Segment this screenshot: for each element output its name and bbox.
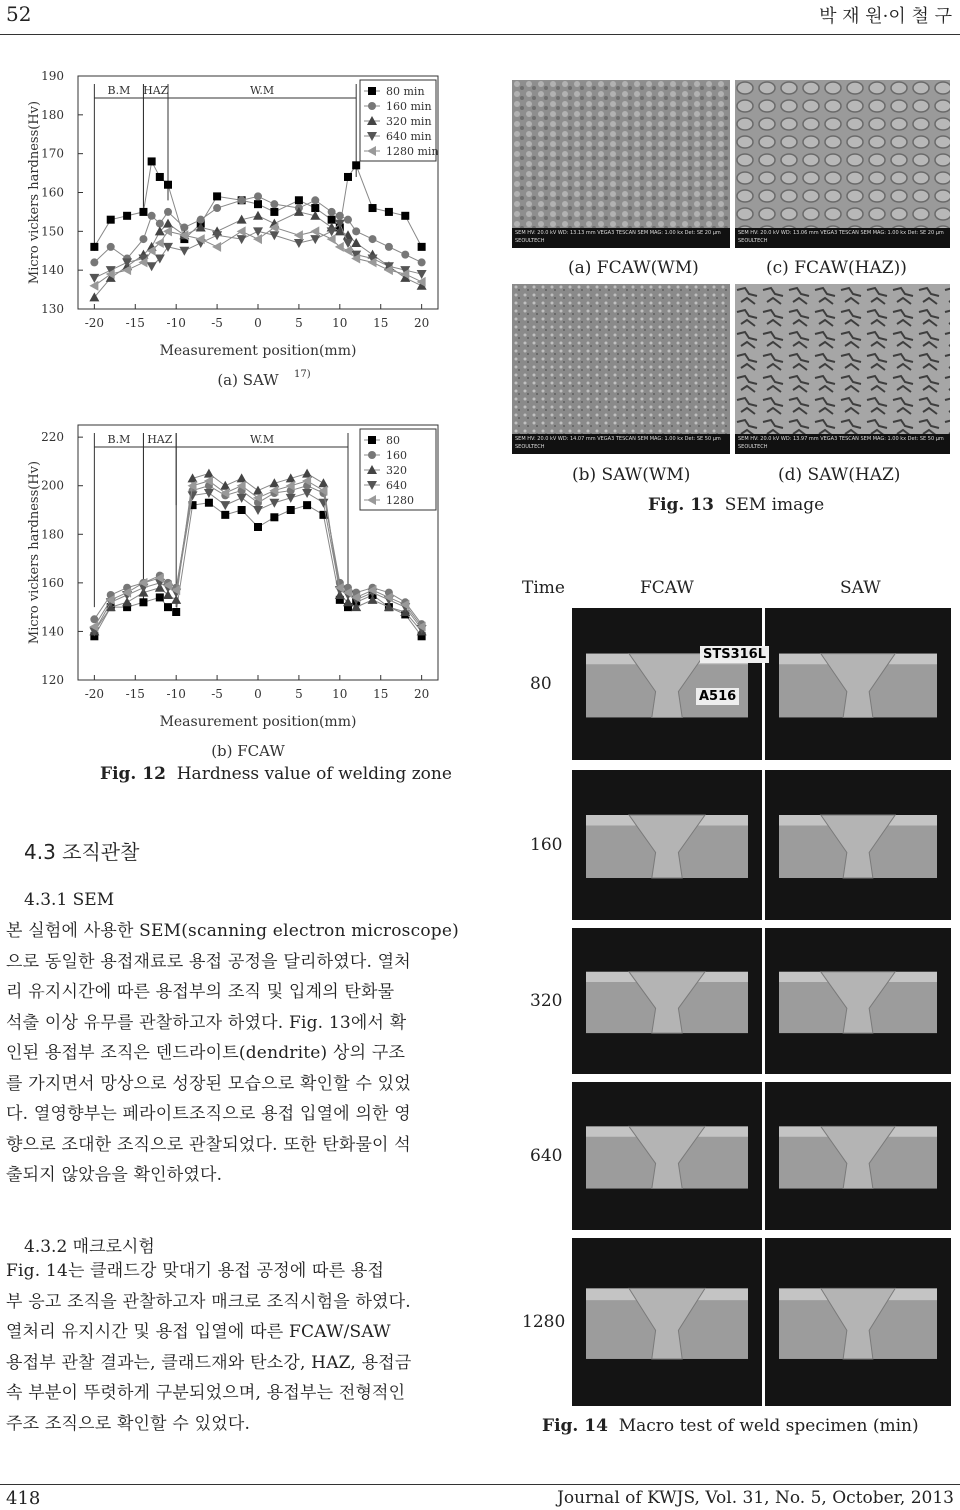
weld-cross-section [765,608,951,760]
data-point [220,501,230,510]
data-point [287,506,295,514]
data-point [270,200,278,208]
chart-fcaw-hardness [0,415,470,760]
data-point [302,489,312,498]
data-point [369,204,377,212]
text-line: 향으로 조대한 조직으로 관찰되었다. 또한 탄화물이 석 [6,1134,411,1155]
legend [360,80,439,161]
macro-row-label: 160 [530,835,563,855]
sem-info-bar: SEM HV: 20.0 kV WD: 14.07 mm VEGA3 TESCAN SEM MAG: 1.00 kx Det: SE 50 μm SEOULTECH [512,434,730,454]
region-label: HAZ [147,433,173,446]
data-point [90,243,98,251]
x-tick-label: 10 [332,316,348,330]
y-tick-label: 200 [41,478,64,493]
data-point [352,161,360,169]
y-tick-label: 160 [41,185,64,200]
data-point [344,216,352,224]
macro-row-label: 80 [530,674,552,694]
sem-texture [735,80,950,230]
text-line: 용접부 관찰 결과는, 클래드재와 탄소강, HAZ, 용접금 [6,1352,412,1373]
chart-saw-hardness [0,60,470,410]
data-point [164,208,172,216]
legend-label: 1280 [386,494,414,507]
data-point [164,603,172,611]
section-heading: 4.3 조직관찰 [24,840,140,864]
footer-page: 418 [6,1488,41,1509]
region-label: HAZ [143,84,169,97]
data-point [107,216,115,224]
series-3 [89,220,426,283]
sem-label-a: (a) FCAW(WM) [568,258,699,278]
data-point [253,211,263,220]
x-axis-label: Measurement position(mm) [159,343,357,359]
data-point [269,231,279,240]
data-point [418,258,426,266]
data-point [344,173,352,181]
y-axis-label: Micro vickers hardness(Hv) [27,100,42,285]
y-tick-label: 160 [41,575,64,590]
fig12-caption [100,764,452,784]
text-line: 주조 조직으로 확인할 수 있었다. [6,1413,251,1434]
macro-image-saw [765,1082,951,1230]
macro-image-fcaw [572,1238,762,1406]
legend-label: 80 min [386,85,425,98]
series-2 [89,207,426,301]
data-point [368,436,376,444]
weld-cross-section [572,1238,762,1406]
data-point [352,227,360,235]
data-point [238,506,246,514]
weld-cross-section [765,1238,951,1406]
x-tick-label: -10 [166,316,186,330]
text-line: 속 부분이 뚜렷하게 구분되었으며, 용접부는 전형적인 [6,1383,406,1403]
data-point [294,239,304,248]
text-line: 다. 열영향부는 페라이트조직으로 용접 입열에 의한 영 [6,1104,411,1124]
y-tick-label: 190 [41,69,64,83]
subplot-label: (a) SAW [217,371,279,389]
sem-label-d: (d) SAW(HAZ) [778,465,901,485]
data-point [254,523,262,531]
text-line: 부 응고 조직을 관찰하고자 매크로 조직시험을 하였다. [6,1291,411,1312]
y-tick-label: 150 [41,224,64,239]
data-point [172,608,180,616]
weld-cross-section [765,770,951,920]
legend-label: 80 [386,434,400,447]
fig14-caption [542,1416,919,1436]
data-point [368,102,376,110]
data-point [368,451,376,459]
series-0 [90,499,425,641]
x-tick-label: 15 [373,687,389,701]
sem-image-fcaw-haz [735,80,950,248]
macro-image-saw [765,1238,951,1406]
macro-image-fcaw [572,928,762,1074]
y-tick-label: 140 [41,263,64,278]
data-point [156,593,164,601]
legend [360,429,436,510]
data-point [369,235,377,243]
data-point [328,208,336,216]
region-label: W.M [250,84,275,97]
material-label-sts316l: STS316L [700,646,769,663]
data-point [310,226,319,236]
weld-cross-section [572,770,762,920]
fig12-caption-label: Fig. 12 [100,764,166,784]
legend-label: 160 min [386,100,432,113]
weld-cross-section [572,1082,762,1230]
region-label: W.M [250,433,275,446]
data-point [253,234,262,244]
y-tick-label: 220 [41,430,64,445]
y-tick-label: 140 [41,624,64,639]
sem-label-c: (c) FCAW(HAZ)) [766,258,907,278]
weld-cross-section [572,608,762,760]
legend-label: 640 [386,479,407,492]
y-tick-label: 180 [41,107,64,122]
data-point [179,247,189,256]
data-point [254,200,262,208]
data-point [205,499,213,507]
data-point [156,173,164,181]
x-tick-label: 15 [373,316,389,330]
fig14-col-fcaw: FCAW [640,578,694,598]
text-line: 리 유지시간에 따른 용접부의 조직 및 입계의 탄화물 [6,982,395,1002]
y-tick-label: 120 [41,673,64,687]
legend-label: 1280 min [386,145,439,158]
text-line: 으로 동일한 용접재료로 용접 공정을 달리하였다. 열처 [6,951,411,972]
fig13-caption [648,495,824,515]
y-axis-label: Micro vickers hardness(Hv) [27,460,42,645]
series-3 [89,489,426,636]
sem-label-b: (b) SAW(WM) [572,465,691,485]
text-line: 본 실험에 사용한 SEM(scanning electron microscope) [6,921,459,941]
legend-label: 160 [386,449,407,462]
data-point [139,598,147,606]
data-point [253,506,263,515]
x-axis-label: Measurement position(mm) [159,714,357,730]
data-point [327,234,336,244]
data-point [237,235,247,244]
macro-image-saw [765,608,951,760]
x-tick-label: -10 [166,687,186,701]
header-rule [0,34,960,35]
data-point [254,192,262,200]
data-point [237,494,247,503]
x-tick-label: -20 [84,687,105,701]
sem-info-bar: SEM HV: 20.0 kV WD: 13.97 mm VEGA3 TESCAN SEM MAG: 1.00 kx Det: SE 50 μm SEOULTECH [735,434,950,454]
data-point [147,262,157,271]
weld-cross-section [765,928,951,1074]
data-point [401,251,409,259]
macro-image-fcaw [572,770,762,920]
text-line: 를 가지면서 망상으로 성장된 모습으로 확인할 수 있었 [6,1073,411,1094]
x-tick-label: 10 [332,687,348,701]
data-point [368,87,376,95]
region-label: B.M [107,433,131,446]
data-point [213,204,221,212]
data-point [188,491,198,500]
data-point [237,226,246,236]
macro-row-label: 1280 [522,1312,566,1332]
fig14-caption-text: Macro test of weld specimen (min) [618,1416,919,1436]
data-point [139,235,147,243]
x-tick-label: 20 [413,316,430,330]
data-point [148,157,156,165]
weld-cross-section [765,1082,951,1230]
macro-row-label: 640 [530,1146,563,1166]
macro-row-label: 320 [530,991,563,1011]
fig12-caption-text: Hardness value of welding zone [176,764,452,784]
subsection-sem: 4.3.1 SEM [24,890,115,910]
x-tick-label: -5 [211,316,223,330]
data-point [336,212,344,220]
page-number: 52 [6,2,32,26]
x-tick-label: -15 [125,316,145,330]
data-point [213,192,221,200]
x-tick-label: 0 [254,316,262,330]
subplot-label-sup: 17) [294,369,311,380]
data-point [385,208,393,216]
footer-journal: Journal of KWJS, Vol. 31, No. 5, October, 2013 [557,1488,954,1508]
x-tick-label: 5 [295,316,303,330]
data-point [294,230,303,240]
x-tick-label: 20 [413,687,430,701]
sem-info-bar: SEM HV: 20.0 kV WD: 13.06 mm VEGA3 TESCAN SEM MAG: 1.00 kx Det: SE 20 μm SEOULTECH [735,228,950,248]
data-point [270,208,278,216]
data-point [238,196,246,204]
text-line: Fig. 14는 클래드강 맞대기 용접 공정에 따른 용접 [6,1261,385,1281]
sem-info-bar: SEM HV: 20.0 kV WD: 13.13 mm VEGA3 TESCAN SEM MAG: 1.00 kx Det: SE 20 μm SEOULTECH [512,228,730,248]
text-line: 인된 용접부 조직은 덴드라이트(dendrite) 상의 구조 [6,1043,406,1063]
data-point [164,181,172,189]
fig14-caption-label: Fig. 14 [542,1416,608,1436]
data-point [90,258,98,266]
sem-texture [512,80,730,230]
data-point [401,212,409,220]
text-line: 석출 이상 유무를 관찰하고자 하였다. Fig. 13에서 확 [6,1012,407,1033]
data-point [286,494,296,503]
legend-label: 320 [386,464,407,477]
x-tick-label: 0 [254,687,262,701]
subplot-label: (b) FCAW [211,742,285,760]
sem-texture [512,284,730,436]
data-point [123,212,131,220]
data-point [148,212,156,220]
running-authors: 박 재 원·이 철 구 [819,6,952,27]
data-point [295,196,303,204]
sem-texture [735,284,950,436]
region-label: B.M [107,84,131,97]
data-point [139,208,147,216]
y-tick-label: 130 [41,302,64,316]
data-point [418,243,426,251]
x-tick-label: -20 [84,316,105,330]
legend-label: 640 min [386,130,432,143]
y-tick-label: 170 [41,146,64,161]
macro-image-fcaw [572,1082,762,1230]
data-point [270,513,278,521]
data-point [221,511,229,519]
data-point [163,219,173,228]
macro-image-saw [765,770,951,920]
data-point [303,501,311,509]
x-tick-label: -15 [125,687,145,701]
text-line: 열처리 유지시간 및 용접 입열에 따른 FCAW/SAW [6,1322,391,1342]
fig13-caption-label: Fig. 13 [648,495,714,515]
fig13-caption-text: SEM image [724,495,825,515]
data-point [269,499,279,508]
text-line: 출되지 않았음을 확인하였다. [6,1165,223,1185]
data-point [212,242,221,252]
paragraph-macro [6,1256,466,1439]
footer-rule [0,1484,960,1485]
macro-image-fcaw [572,608,762,760]
data-point [89,281,98,291]
weld-cross-section [572,928,762,1074]
macro-image-saw [765,928,951,1074]
subsection-macro: 4.3.2 매크로시험 [24,1237,155,1257]
material-label-a516: A516 [696,688,739,705]
data-point [107,243,115,251]
data-point [311,196,319,204]
sem-image-saw-haz [735,284,950,454]
data-point [385,243,393,251]
x-tick-label: -5 [211,687,223,701]
sem-image-saw-wm [512,284,730,454]
sem-image-fcaw-wm [512,80,730,248]
y-tick-label: 180 [41,527,64,542]
legend-label: 320 min [386,115,432,128]
fig14-col-saw: SAW [840,578,881,598]
x-tick-label: 5 [295,687,303,701]
fig14-col-time: Time [522,578,565,598]
paragraph-sem [6,916,466,1191]
data-point [343,246,352,256]
